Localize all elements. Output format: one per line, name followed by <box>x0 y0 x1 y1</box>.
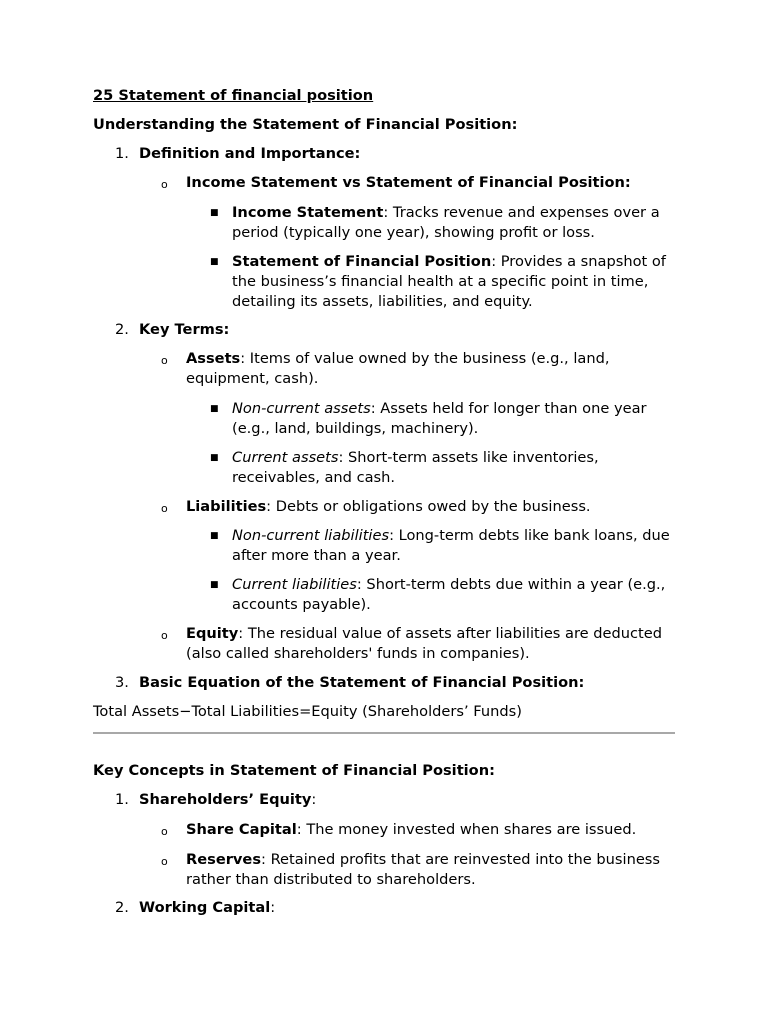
equation-text: Total Assets−Total Liabilities=Equity (Shareholders’ Funds) <box>93 703 522 720</box>
point-current-liabilities: Current liabilities: Short-term debts due within a year (e.g., accounts payable). <box>232 576 666 613</box>
square-bullet-icon: ■ <box>210 404 219 414</box>
point-non-current-liabilities: Non-current liabilities: Long-term debts like bank loans, due after more than a year. <box>232 527 670 564</box>
sublist-item-assets: Assets: Items of value owned by the business (e.g., land, equipment, cash). <box>186 350 610 387</box>
square-bullet-icon: ■ <box>210 531 219 541</box>
square-bullet-icon: ■ <box>210 257 219 267</box>
square-bullet-icon: ■ <box>210 208 219 218</box>
list-number-1: 1. <box>115 791 129 808</box>
horizontal-divider <box>93 732 675 734</box>
list-number-3: 3. <box>115 674 129 691</box>
section-heading-understanding: Understanding the Statement of Financial Position: <box>93 116 518 133</box>
sublist-item-equity: Equity: The residual value of assets after liabilities are deducted (also called shareholders' funds in companies). <box>186 625 663 662</box>
circle-bullet-icon: o <box>161 354 168 367</box>
square-bullet-icon: ■ <box>210 580 219 590</box>
point-statement-of-financial-position: Statement of Financial Position: Provides a snapshot of the business’s financial health at a specific point in time, detailing its assets, liabilities, and equity. <box>232 253 666 310</box>
sublist-item-liabilities: Liabilities: Debts or obligations owed by the business. <box>186 498 591 515</box>
circle-bullet-icon: o <box>161 825 168 838</box>
list-item-definition: Definition and Importance: <box>139 145 361 162</box>
sublist-item-income-vs-sofp: Income Statement vs Statement of Financial Position: <box>186 174 631 191</box>
list-item-basic-equation: Basic Equation of the Statement of Financial Position: <box>139 674 585 691</box>
section-heading-key-concepts: Key Concepts in Statement of Financial Position: <box>93 762 495 779</box>
sublist-item-share-capital: Share Capital: The money invested when shares are issued. <box>186 821 637 838</box>
list-item-key-terms: Key Terms: <box>139 321 230 338</box>
circle-bullet-icon: o <box>161 855 168 868</box>
square-bullet-icon: ■ <box>210 453 219 463</box>
sublist-item-reserves: Reserves: Retained profits that are reinvested into the business rather than distributed to shareholders. <box>186 851 660 888</box>
list-number-1: 1. <box>115 145 129 162</box>
point-non-current-assets: Non-current assets: Assets held for longer than one year (e.g., land, buildings, machinery). <box>232 400 647 437</box>
list-item-shareholders-equity: Shareholders’ Equity: <box>139 791 317 808</box>
point-current-assets: Current assets: Short-term assets like inventories, receivables, and cash. <box>232 449 599 486</box>
list-number-2: 2. <box>115 321 129 338</box>
circle-bullet-icon: o <box>161 178 168 191</box>
circle-bullet-icon: o <box>161 629 168 642</box>
circle-bullet-icon: o <box>161 502 168 515</box>
document-title: 25 Statement of financial position <box>93 87 374 104</box>
list-number-2: 2. <box>115 899 129 916</box>
list-item-working-capital: Working Capital: <box>139 899 276 916</box>
point-income-statement: Income Statement: Tracks revenue and expenses over a period (typically one year), showing profit or loss. <box>232 204 660 241</box>
